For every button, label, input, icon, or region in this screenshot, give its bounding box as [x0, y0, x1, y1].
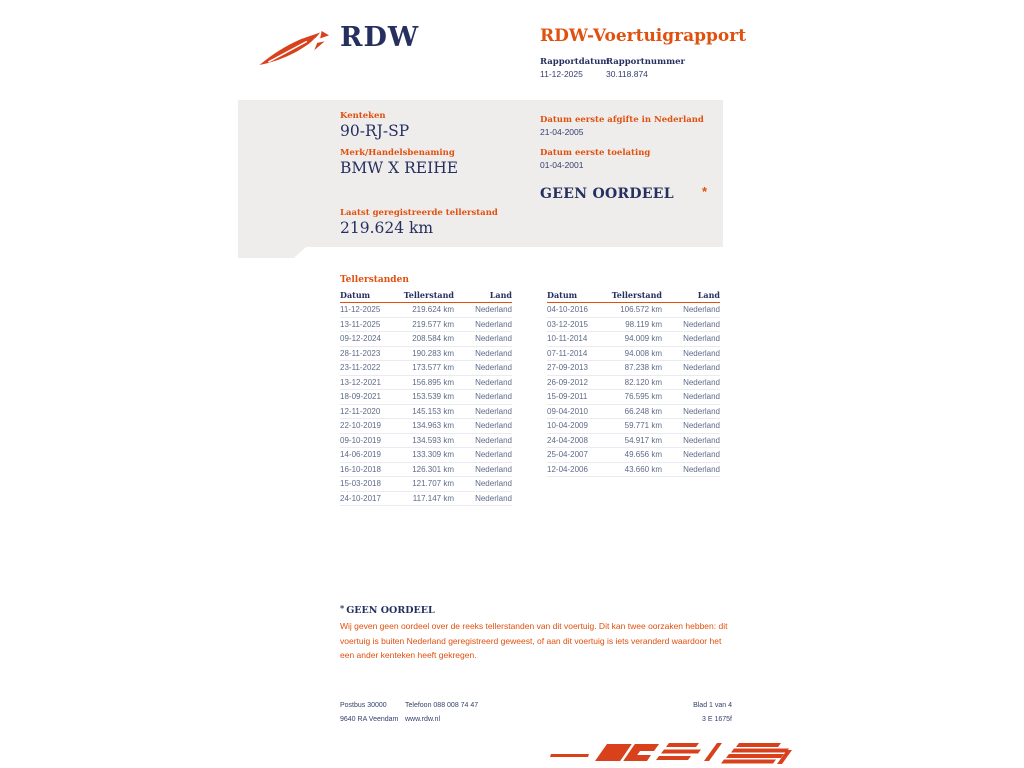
cell-tellerstand: 43.660 km: [624, 464, 662, 474]
table-row: [340, 448, 512, 463]
cell-tellerstand: 94.008 km: [624, 348, 662, 358]
cell-land: Nederland: [683, 450, 720, 460]
cell-datum: 03-12-2015: [547, 319, 588, 329]
cell-land: Nederland: [475, 392, 512, 402]
cell-tellerstand: 153.539 km: [412, 392, 454, 402]
footer-website: www.rdw.nl: [405, 716, 441, 723]
table-row: [547, 463, 720, 478]
table-row: [547, 303, 720, 318]
cell-tellerstand: 219.577 km: [412, 319, 454, 329]
cell-datum: 28-11-2023: [340, 348, 381, 358]
rapportdatum-label: Rapportdatum: [540, 57, 610, 67]
table-row: [547, 318, 720, 333]
cell-land: Nederland: [475, 363, 512, 373]
cell-tellerstand: 59.771 km: [624, 421, 662, 431]
footer-page-info: [693, 699, 732, 727]
table-row: [340, 332, 512, 347]
merk-label: Merk/Handelsbenaming: [340, 148, 455, 158]
cell-datum: 12-04-2006: [547, 464, 588, 474]
rdw-wordmark: RDW: [340, 22, 420, 53]
cell-land: Nederland: [475, 319, 512, 329]
cell-land: Nederland: [475, 334, 512, 344]
cell-land: Nederland: [475, 421, 512, 431]
cell-datum: 14-06-2019: [340, 450, 381, 460]
cell-tellerstand: 190.283 km: [412, 348, 454, 358]
cell-datum: 09-12-2024: [340, 334, 381, 344]
cell-land: Nederland: [475, 464, 512, 474]
footnote-asterisk: *: [340, 603, 345, 613]
cell-tellerstand: 208.584 km: [412, 334, 454, 344]
cell-datum: 11-12-2025: [340, 305, 381, 315]
cell-tellerstand: 145.153 km: [412, 406, 454, 416]
cell-tellerstand: 49.656 km: [624, 450, 662, 460]
table-row: [547, 361, 720, 376]
oordeel-badge: GEEN OORDEEL: [540, 186, 674, 202]
cell-land: Nederland: [475, 348, 512, 358]
afgifte-label: Datum eerste afgifte in Nederland: [540, 115, 704, 125]
table-row: [547, 448, 720, 463]
merk-value: BMW X REIHE: [340, 159, 459, 177]
cell-land: Nederland: [683, 363, 720, 373]
laatste-tellerstand-label: Laatst geregistreerde tellerstand: [340, 208, 498, 218]
cell-datum: 16-10-2018: [340, 464, 381, 474]
footer-phone: Telefoon 088 008 74 47: [405, 702, 479, 709]
cell-land: Nederland: [683, 464, 720, 474]
table-row: [340, 347, 512, 362]
cell-datum: 13-12-2021: [340, 377, 381, 387]
cell-land: Nederland: [475, 450, 512, 460]
cell-datum: 25-04-2007: [547, 450, 588, 460]
afgifte-value: 21-04-2005: [540, 127, 584, 137]
table-row: [340, 492, 512, 507]
cell-land: Nederland: [683, 435, 720, 445]
cell-land: Nederland: [683, 421, 720, 431]
tellerstanden-section-title: Tellerstanden: [340, 275, 409, 285]
footer-page-number: Blad 1 van 4: [693, 702, 732, 709]
cell-tellerstand: 76.595 km: [624, 392, 662, 402]
cell-tellerstand: 121.707 km: [412, 479, 454, 489]
footer-address-line2: 9640 RA Veendam: [340, 716, 399, 723]
table-row: [340, 303, 512, 318]
table-row: [340, 477, 512, 492]
table-row: [547, 434, 720, 449]
table-row: [340, 390, 512, 405]
table-row: [340, 434, 512, 449]
col-header-datum: Datum: [547, 290, 578, 300]
cell-tellerstand: 134.593 km: [412, 435, 454, 445]
rapportdatum-value: 11-12-2025: [540, 69, 583, 79]
footer-contact: [405, 699, 478, 727]
cell-land: Nederland: [683, 392, 720, 402]
table-row: [340, 463, 512, 478]
cell-tellerstand: 219.624 km: [412, 305, 454, 315]
cell-datum: 15-09-2011: [547, 392, 588, 402]
cell-land: Nederland: [475, 406, 512, 416]
table-row: [547, 405, 720, 420]
cell-datum: 04-10-2016: [547, 305, 588, 315]
cell-datum: 15-03-2018: [340, 479, 381, 489]
cell-tellerstand: 66.248 km: [624, 406, 662, 416]
cell-datum: 27-09-2013: [547, 363, 588, 373]
oordeel-asterisk: *: [702, 184, 708, 199]
col-header-tellerstand: Tellerstand: [611, 290, 662, 300]
table-row: [340, 405, 512, 420]
table-row: [547, 347, 720, 362]
cell-datum: 09-04-2010: [547, 406, 588, 416]
cell-tellerstand: 87.238 km: [624, 363, 662, 373]
toelating-label: Datum eerste toelating: [540, 148, 651, 158]
rdw-stripes-graphic: [548, 737, 794, 768]
cell-datum: 24-04-2008: [547, 435, 588, 445]
cell-tellerstand: 106.572 km: [620, 305, 662, 315]
cell-datum: 23-11-2022: [340, 363, 381, 373]
cell-datum: 10-11-2014: [547, 334, 588, 344]
cell-datum: 24-10-2017: [340, 493, 381, 503]
document-title: RDW-Voertuigrapport: [540, 26, 747, 46]
summary-box-tail: [238, 247, 306, 258]
table-row: [340, 318, 512, 333]
cell-datum: 22-10-2019: [340, 421, 381, 431]
table-row: [340, 419, 512, 434]
cell-datum: 18-09-2021: [340, 392, 381, 402]
footer-form-code: 3 E 1675f: [702, 716, 732, 723]
footnote-body: Wij geven geen oordeel over de reeks tellerstanden van dit voertuig. Dit kan twee oorzaken hebben: dit voertuig is buiten Nederland geregistreerd geweest, of aan dit voertuig is iets veranderd waardoor het een ander kenteken heeft gekregen.: [340, 621, 728, 660]
cell-datum: 13-11-2025: [340, 319, 381, 329]
table-row: [340, 376, 512, 391]
cell-land: Nederland: [475, 305, 512, 315]
cell-tellerstand: 82.120 km: [624, 377, 662, 387]
rdw-wing-logo-icon: [258, 28, 332, 68]
cell-land: Nederland: [475, 377, 512, 387]
footnote-title-text: GEEN OORDEEL: [346, 605, 435, 616]
cell-tellerstand: 98.119 km: [625, 319, 662, 329]
cell-tellerstand: 54.917 km: [624, 435, 662, 445]
cell-tellerstand: 133.309 km: [412, 450, 454, 460]
cell-land: Nederland: [683, 334, 720, 344]
cell-land: Nederland: [683, 305, 720, 315]
cell-datum: 26-09-2012: [547, 377, 588, 387]
cell-tellerstand: 134.963 km: [412, 421, 454, 431]
table-header-row: [340, 289, 512, 303]
cell-datum: 12-11-2020: [340, 406, 381, 416]
tellerstanden-table-left: [340, 289, 512, 506]
cell-tellerstand: 156.895 km: [412, 377, 454, 387]
cell-land: Nederland: [683, 406, 720, 416]
toelating-value: 01-04-2001: [540, 160, 584, 170]
cell-datum: 07-11-2014: [547, 348, 588, 358]
cell-land: Nederland: [683, 319, 720, 329]
cell-datum: 09-10-2019: [340, 435, 381, 445]
col-header-tellerstand: Tellerstand: [403, 290, 454, 300]
table-row: [547, 332, 720, 347]
table-row: [340, 361, 512, 376]
cell-tellerstand: 94.009 km: [624, 334, 662, 344]
cell-land: Nederland: [683, 377, 720, 387]
table-row: [547, 376, 720, 391]
rapportnummer-value: 30.118.874: [606, 69, 648, 79]
cell-datum: 10-04-2009: [547, 421, 588, 431]
cell-land: Nederland: [475, 493, 512, 503]
cell-tellerstand: 126.301 km: [412, 464, 454, 474]
cell-land: Nederland: [475, 479, 512, 489]
col-header-land: Land: [697, 290, 720, 300]
footer-address: [340, 699, 398, 727]
kenteken-value: 90-RJ-SP: [340, 122, 410, 140]
laatste-tellerstand-value: 219.624 km: [340, 219, 434, 237]
table-header-row: [547, 289, 720, 303]
rapportnummer-label: Rapportnummer: [606, 57, 685, 67]
footer-address-line1: Postbus 30000: [340, 702, 387, 709]
tellerstanden-table-right: [547, 289, 720, 477]
col-header-land: Land: [489, 290, 512, 300]
cell-land: Nederland: [683, 348, 720, 358]
footnote-title: [340, 603, 435, 616]
cell-tellerstand: 173.577 km: [412, 363, 454, 373]
cell-tellerstand: 117.147 km: [412, 493, 454, 503]
cell-land: Nederland: [475, 435, 512, 445]
col-header-datum: Datum: [340, 290, 371, 300]
table-row: [547, 390, 720, 405]
table-row: [547, 419, 720, 434]
kenteken-label: Kenteken: [340, 111, 386, 121]
